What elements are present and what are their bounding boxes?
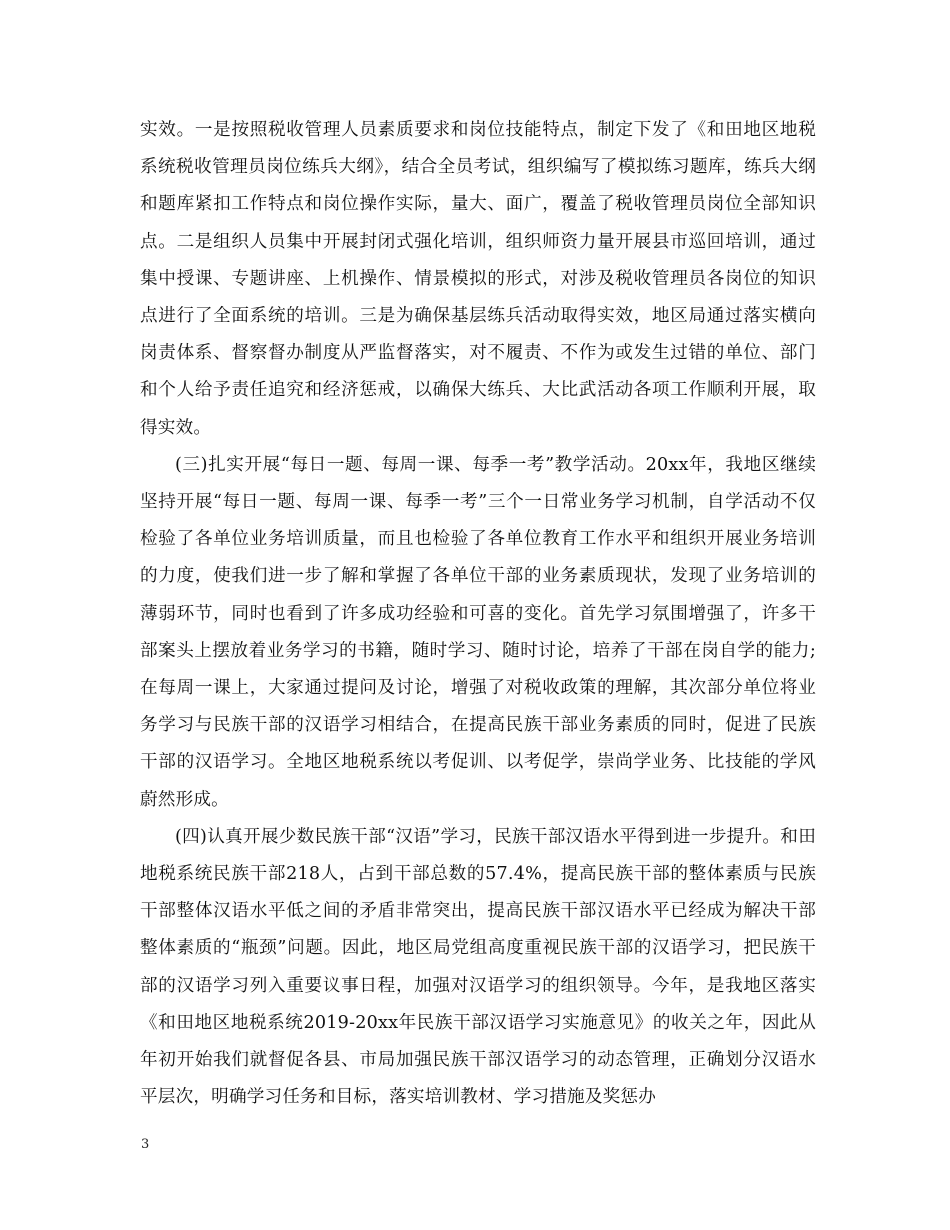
paragraph-1: 实效。一是按照税收管理人员素质要求和岗位技能特点，制定下发了《和田地区地税系统税收管理员岗位练兵大纲》，结合全员考试，组织编写了模拟练习题库，练兵大纲和题库紧扣工作特点和岗位操作实际，量大、面广，覆盖了税收管理员岗位全部知识点。二是组织人员集中开展封闭式强化培训，组织师资力量开展县市巡回培训，通过集中授课、专题讲座、上机操作、情景模拟的形式，对涉及税收管理员各岗位的知识点进行了全面系统的培训。三是为确保基层练兵活动取得实效，地区局通过落实横向岗责体系、督察督办制度从严监督落实，对不履责、不作为或发生过错的单位、部门和个人给予责任追究和经济惩戒，以确保大练兵、大比武活动各项工作顺利开展，取得实效。	[140, 120, 816, 438]
document-body	[140, 112, 816, 1116]
page-number: 3	[141, 1137, 150, 1152]
paragraph-3: (四)认真开展少数民族干部“汉语”学习，民族干部汉语水平得到进一步提升。和田地税系统民族干部218人，占到干部总数的57.4%，提高民族干部的整体素质与民族干部整体汉语水平低之间的矛盾非常突出，提高民族干部汉语水平已经成为解决干部整体素质的“瓶颈”问题。因此，地区局党组高度重视民族干部的汉语学习，把民族干部的汉语学习列入重要议事日程，加强对汉语学习的组织领导。今年，是我地区落实《和田地区地税系统2019-20xx年民族干部汉语学习实施意见》的收关之年，因此从年初开始我们就督促各县、市局加强民族干部汉语学习的动态管理，正确划分汉语水平层次，明确学习任务和目标，落实培训教材、学习措施及奖惩办	[140, 826, 816, 1108]
paragraph-2: (三)扎实开展“每日一题、每周一课、每季一考”教学活动。20xx年，我地区继续坚持开展“每日一题、每周一课、每季一考”三个一日常业务学习机制，自学活动不仅检验了各单位业务培训质量，而且也检验了各单位教育工作水平和组织开展业务培训的力度，使我们进一步了解和掌握了各单位干部的业务素质现状，发现了业务培训的薄弱环节，同时也看到了许多成功经验和可喜的变化。首先学习氛围增强了，许多干部案头上摆放着业务学习的书籍，随时学习、随时讨论，培养了干部在岗自学的能力;在每周一课上，大家通过提问及讨论，增强了对税收政策的理解，其次部分单位将业务学习与民族干部的汉语学习相结合，在提高民族干部业务素质的同时，促进了民族干部的汉语学习。全地区地税系统以考促训、以考促学，崇尚学业务、比技能的学风蔚然形成。	[140, 454, 816, 810]
